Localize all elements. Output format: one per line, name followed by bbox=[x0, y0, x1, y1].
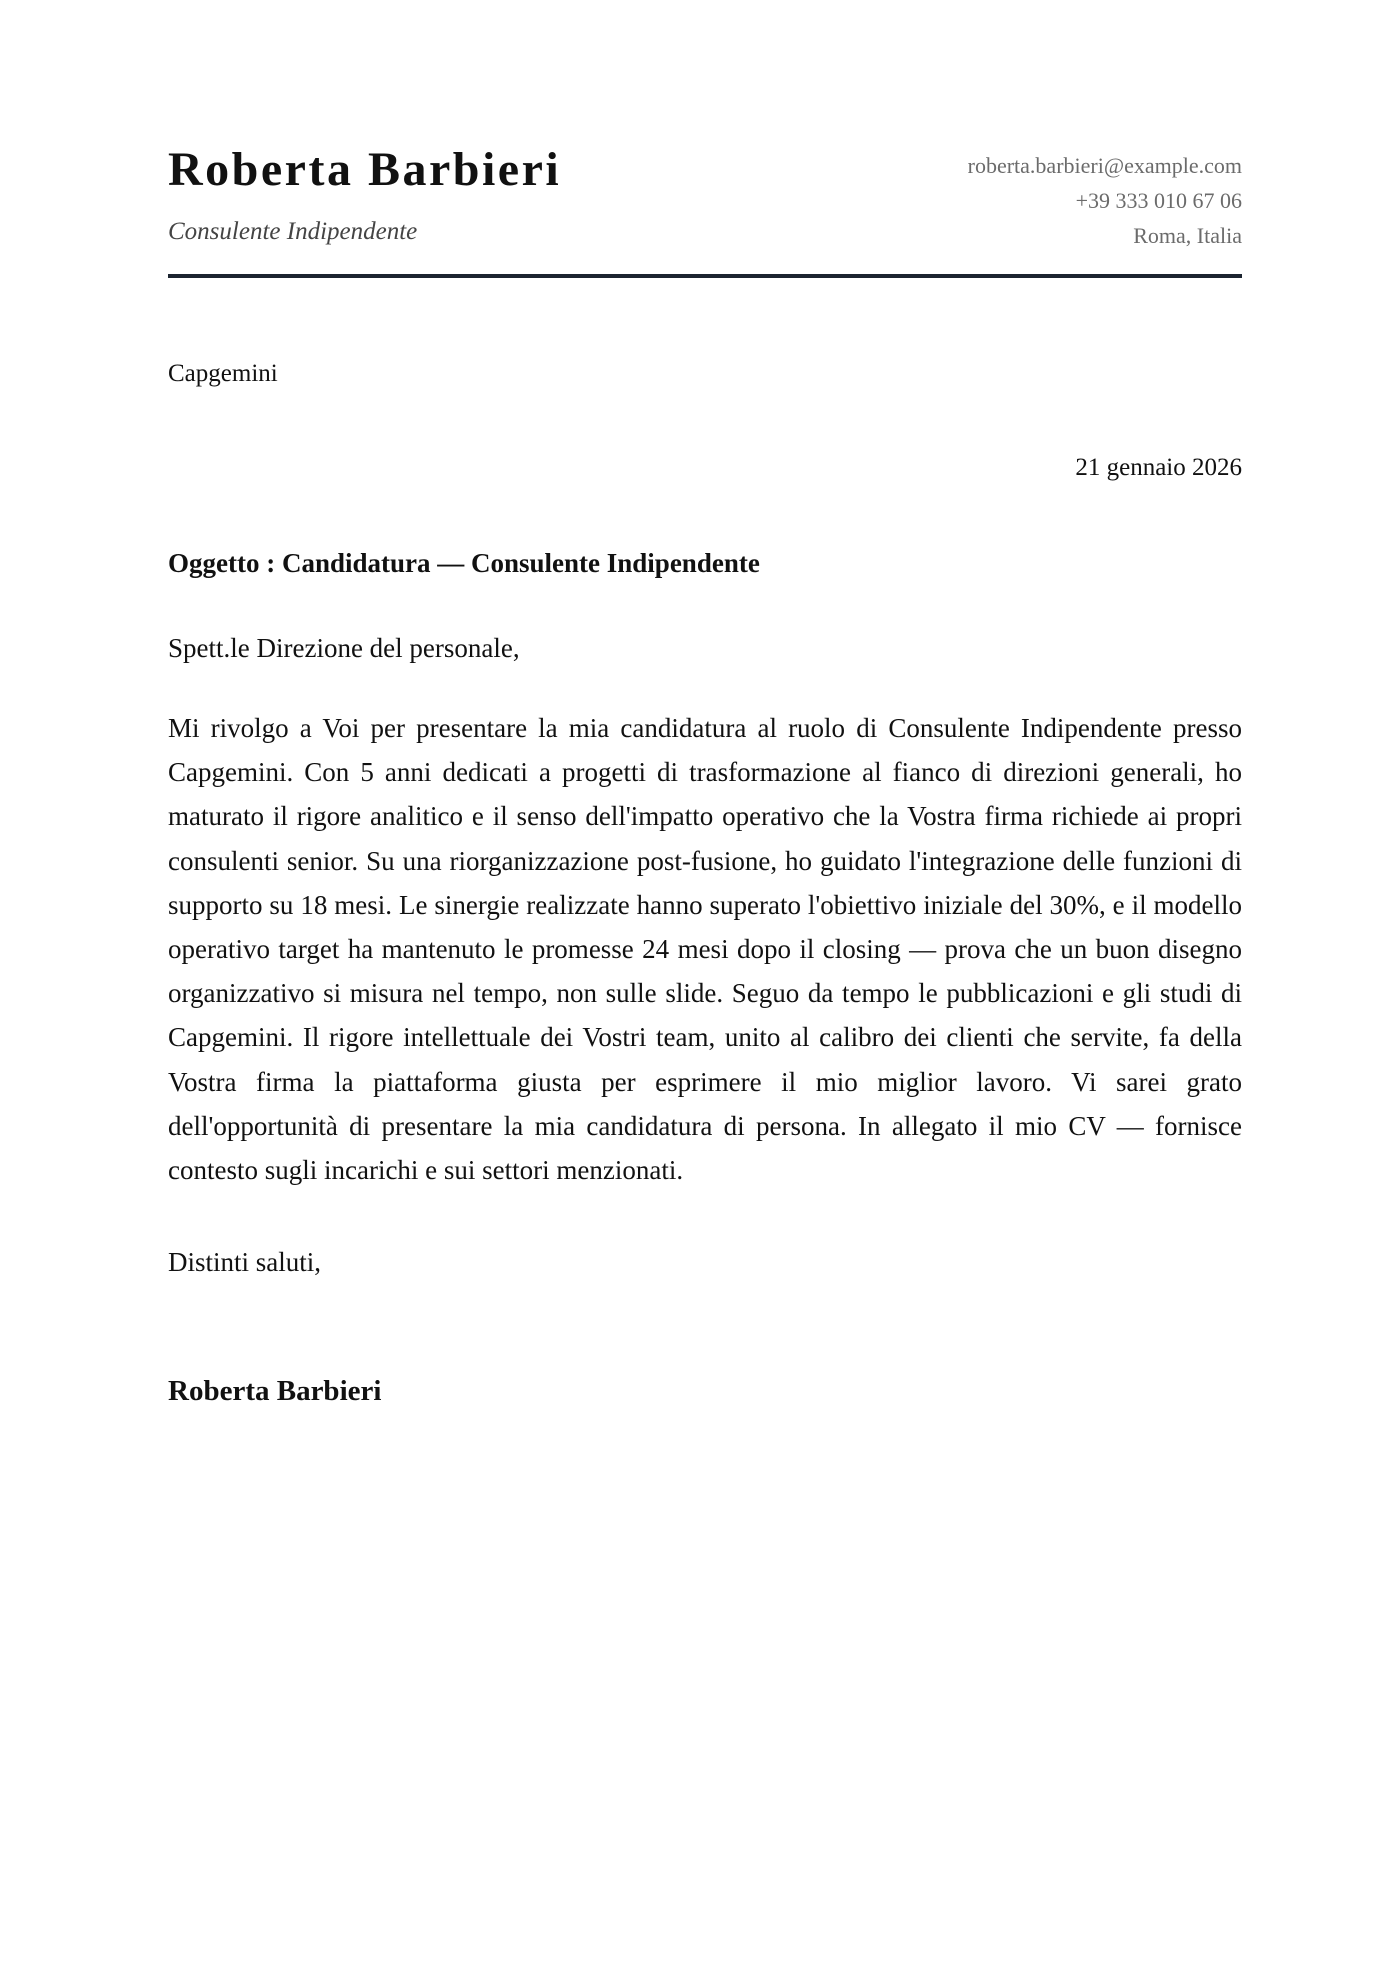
closing: Distinti saluti, bbox=[168, 1247, 322, 1277]
letter-body: Mi rivolgo a Voi per presentare la mia candidatura al ruolo di Consulente Indipendente presso Capgemini. Con 5 anni dedicati a progetti di trasformazione al fianco di direzioni generali, ho maturato il rigore analitico e il senso dell'impatto operativo che la Vostra firma richiede ai propri consulenti senior. Su una riorganizzazione post-fusione, ho guidato l'integrazione delle funzioni di supporto su 18 mesi. Le sinergie realizzate hanno superato l'obiettivo iniziale del 30%, e il modello operativo target ha mantenuto le promesse 24 mesi dopo il closing — prova che un buon disegno organizzativo si misura nel tempo, non sulle slide. Seguo da tempo le pubblicazioni e gli studi di Capgemini. Il rigore intellettuale dei Vostri team, unito al calibro dei clienti che servite, fa della Vostra firma la piattaforma giusta per esprimere il mio miglior lavoro. Vi sarei grato dell'opportunità di presentare la mia candidatura di persona. In allegato il mio CV — fornisce contesto sugli incarichi e sui settori menzionati. bbox=[168, 713, 1242, 1186]
salutation: Spett.le Direzione del personale, bbox=[168, 633, 520, 663]
signature: Roberta Barbieri bbox=[168, 1375, 382, 1407]
sender-name: Roberta Barbieri bbox=[168, 143, 562, 196]
letter-date: 21 gennaio 2026 bbox=[1075, 454, 1242, 481]
letter-header bbox=[168, 138, 1242, 278]
sender-title: Consulente Indipendente bbox=[168, 218, 418, 245]
contact-block bbox=[968, 148, 1242, 253]
letter-subject: Oggetto : Candidatura — Consulente Indipendente bbox=[168, 548, 760, 578]
sender-location: Roma, Italia bbox=[1133, 223, 1242, 248]
recipient: Capgemini bbox=[168, 360, 278, 387]
letter-page bbox=[168, 0, 1242, 1980]
sender-phone: +39 333 010 67 06 bbox=[1075, 188, 1242, 213]
sender-email: roberta.barbieri@example.com bbox=[967, 153, 1242, 178]
